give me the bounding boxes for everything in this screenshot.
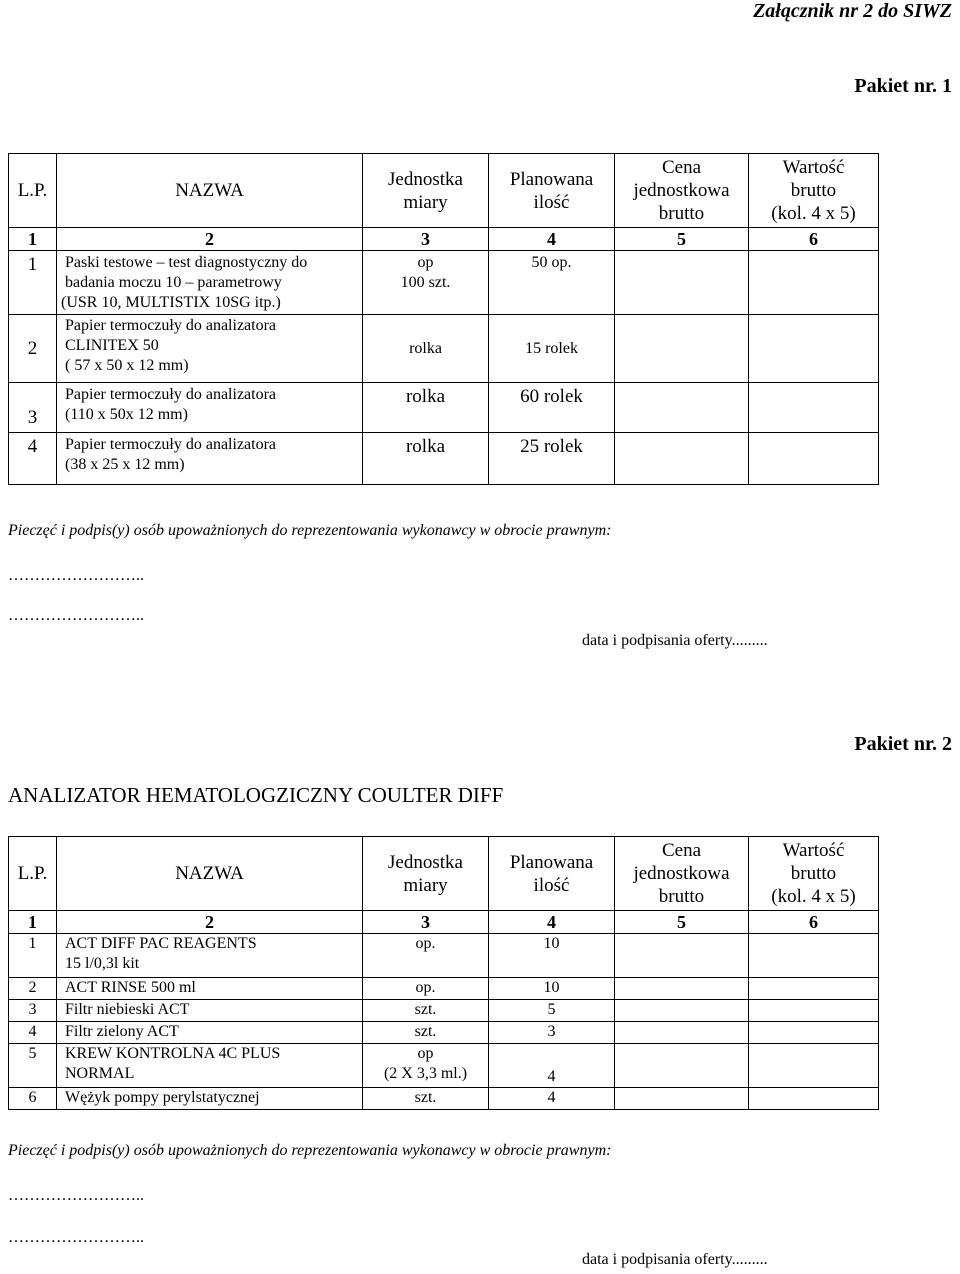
row-price bbox=[615, 383, 749, 433]
row-lp: 4 bbox=[9, 433, 57, 485]
table-row bbox=[9, 1000, 879, 1022]
row-value bbox=[749, 978, 879, 1000]
table-row bbox=[9, 1088, 879, 1110]
attachment-title: Załącznik nr 2 do SIWZ bbox=[753, 0, 952, 22]
column-number: 1 bbox=[9, 911, 57, 934]
row-lp: 3 bbox=[9, 383, 57, 433]
row-qty: 3 bbox=[489, 1022, 615, 1044]
row-name: Wężyk pompy perylstatycznej bbox=[57, 1088, 363, 1110]
header-name: NAZWA bbox=[57, 154, 363, 228]
column-number: 3 bbox=[363, 228, 489, 251]
row-qty: 50 op. bbox=[489, 251, 615, 315]
row-unit: rolka bbox=[363, 383, 489, 433]
row-value bbox=[749, 315, 879, 383]
row-lp: 5 bbox=[9, 1044, 57, 1088]
row-price bbox=[615, 934, 749, 978]
header-qty: Planowana ilość bbox=[489, 837, 615, 911]
row-price bbox=[615, 1044, 749, 1088]
table-header-row bbox=[9, 837, 879, 911]
row-unit: rolka bbox=[363, 433, 489, 485]
row-qty: 4 bbox=[489, 1044, 615, 1088]
column-number: 3 bbox=[363, 911, 489, 934]
row-lp: 1 bbox=[9, 934, 57, 978]
row-lp: 1 bbox=[9, 251, 57, 315]
column-number: 5 bbox=[615, 228, 749, 251]
row-name: Paski testowe – test diagnostyczny do badania moczu 10 – parametrowy (USR 10, MULTISTIX 10SG itp.) bbox=[57, 251, 363, 315]
column-number: 5 bbox=[615, 911, 749, 934]
row-lp: 2 bbox=[9, 978, 57, 1000]
row-unit: szt. bbox=[363, 1088, 489, 1110]
table-row bbox=[9, 251, 879, 315]
section-title: ANALIZATOR HEMATOLOGZICZNY COULTER DIFF bbox=[8, 783, 504, 807]
header-lp: L.P. bbox=[9, 154, 57, 228]
signature-dots: …………………….. bbox=[8, 607, 144, 624]
row-lp: 4 bbox=[9, 1022, 57, 1044]
header-name: NAZWA bbox=[57, 837, 363, 911]
column-number: 1 bbox=[9, 228, 57, 251]
row-unit: szt. bbox=[363, 1022, 489, 1044]
header-qty: Planowana ilość bbox=[489, 154, 615, 228]
row-name: Filtr zielony ACT bbox=[57, 1022, 363, 1044]
table-header-row bbox=[9, 154, 879, 228]
row-lp: 2 bbox=[9, 315, 57, 383]
row-name: Papier termoczuły do analizatora (38 x 25 x 12 mm) bbox=[57, 433, 363, 485]
row-price bbox=[615, 1000, 749, 1022]
row-qty: 4 bbox=[489, 1088, 615, 1110]
column-number: 2 bbox=[57, 911, 363, 934]
offer-date-label: data i podpisania oferty......... bbox=[582, 632, 768, 649]
offer-date-label: data i podpisania oferty......... bbox=[582, 1251, 768, 1268]
signature-text: Pieczęć i podpis(y) osób upoważnionych do reprezentowania wykonawcy w obrocie prawnym: bbox=[8, 1142, 612, 1159]
row-qty: 10 bbox=[489, 978, 615, 1000]
column-number: 4 bbox=[489, 911, 615, 934]
signature-dots: …………………….. bbox=[8, 567, 144, 584]
column-number: 2 bbox=[57, 228, 363, 251]
pakiet-2-label: Pakiet nr. 2 bbox=[854, 733, 952, 755]
row-unit: szt. bbox=[363, 1000, 489, 1022]
table-row bbox=[9, 934, 879, 978]
row-value bbox=[749, 383, 879, 433]
row-name: ACT RINSE 500 ml bbox=[57, 978, 363, 1000]
row-name: ACT DIFF PAC REAGENTS 15 l/0,3l kit bbox=[57, 934, 363, 978]
column-number: 4 bbox=[489, 228, 615, 251]
header-unit: Jednostka miary bbox=[363, 837, 489, 911]
pakiet-2-table bbox=[8, 836, 879, 1110]
row-qty: 15 rolek bbox=[489, 315, 615, 383]
table-row bbox=[9, 315, 879, 383]
table-row bbox=[9, 1022, 879, 1044]
signature-text: Pieczęć i podpis(y) osób upoważnionych do reprezentowania wykonawcy w obrocie prawnym: bbox=[8, 522, 612, 539]
row-lp: 6 bbox=[9, 1088, 57, 1110]
row-qty: 60 rolek bbox=[489, 383, 615, 433]
pakiet-1-table bbox=[8, 153, 879, 485]
header-value: Wartość brutto (kol. 4 x 5) bbox=[749, 837, 879, 911]
signature-dots: …………………….. bbox=[8, 1187, 144, 1204]
row-unit: op 100 szt. bbox=[363, 251, 489, 315]
row-unit: op. bbox=[363, 978, 489, 1000]
row-price bbox=[615, 978, 749, 1000]
column-number-row bbox=[9, 228, 879, 251]
table-row bbox=[9, 1044, 879, 1088]
row-qty: 5 bbox=[489, 1000, 615, 1022]
signature-dots: …………………….. bbox=[8, 1229, 144, 1246]
row-unit: rolka bbox=[363, 315, 489, 383]
column-number: 6 bbox=[749, 228, 879, 251]
pakiet-1-label: Pakiet nr. 1 bbox=[854, 75, 952, 97]
row-lp: 3 bbox=[9, 1000, 57, 1022]
row-qty: 10 bbox=[489, 934, 615, 978]
row-qty: 25 rolek bbox=[489, 433, 615, 485]
column-number: 6 bbox=[749, 911, 879, 934]
row-price bbox=[615, 1022, 749, 1044]
row-unit: op (2 X 3,3 ml.) bbox=[363, 1044, 489, 1088]
header-value: Wartość brutto (kol. 4 x 5) bbox=[749, 154, 879, 228]
row-value bbox=[749, 1022, 879, 1044]
row-value bbox=[749, 251, 879, 315]
header-price: Cena jednostkowa brutto bbox=[615, 154, 749, 228]
header-unit: Jednostka miary bbox=[363, 154, 489, 228]
table-row bbox=[9, 978, 879, 1000]
row-price bbox=[615, 433, 749, 485]
row-value bbox=[749, 1088, 879, 1110]
row-value bbox=[749, 934, 879, 978]
row-price bbox=[615, 315, 749, 383]
row-price bbox=[615, 1088, 749, 1110]
row-price bbox=[615, 251, 749, 315]
row-name: KREW KONTROLNA 4C PLUS NORMAL bbox=[57, 1044, 363, 1088]
row-name: Papier termoczuły do analizatora CLINITEX 50 ( 57 x 50 x 12 mm) bbox=[57, 315, 363, 383]
header-lp: L.P. bbox=[9, 837, 57, 911]
row-name: Papier termoczuły do analizatora (110 x 50x 12 mm) bbox=[57, 383, 363, 433]
table-row bbox=[9, 433, 879, 485]
row-value bbox=[749, 1044, 879, 1088]
row-value bbox=[749, 1000, 879, 1022]
table-row bbox=[9, 383, 879, 433]
row-unit: op. bbox=[363, 934, 489, 978]
row-value bbox=[749, 433, 879, 485]
column-number-row bbox=[9, 911, 879, 934]
header-price: Cena jednostkowa brutto bbox=[615, 837, 749, 911]
row-name: Filtr niebieski ACT bbox=[57, 1000, 363, 1022]
